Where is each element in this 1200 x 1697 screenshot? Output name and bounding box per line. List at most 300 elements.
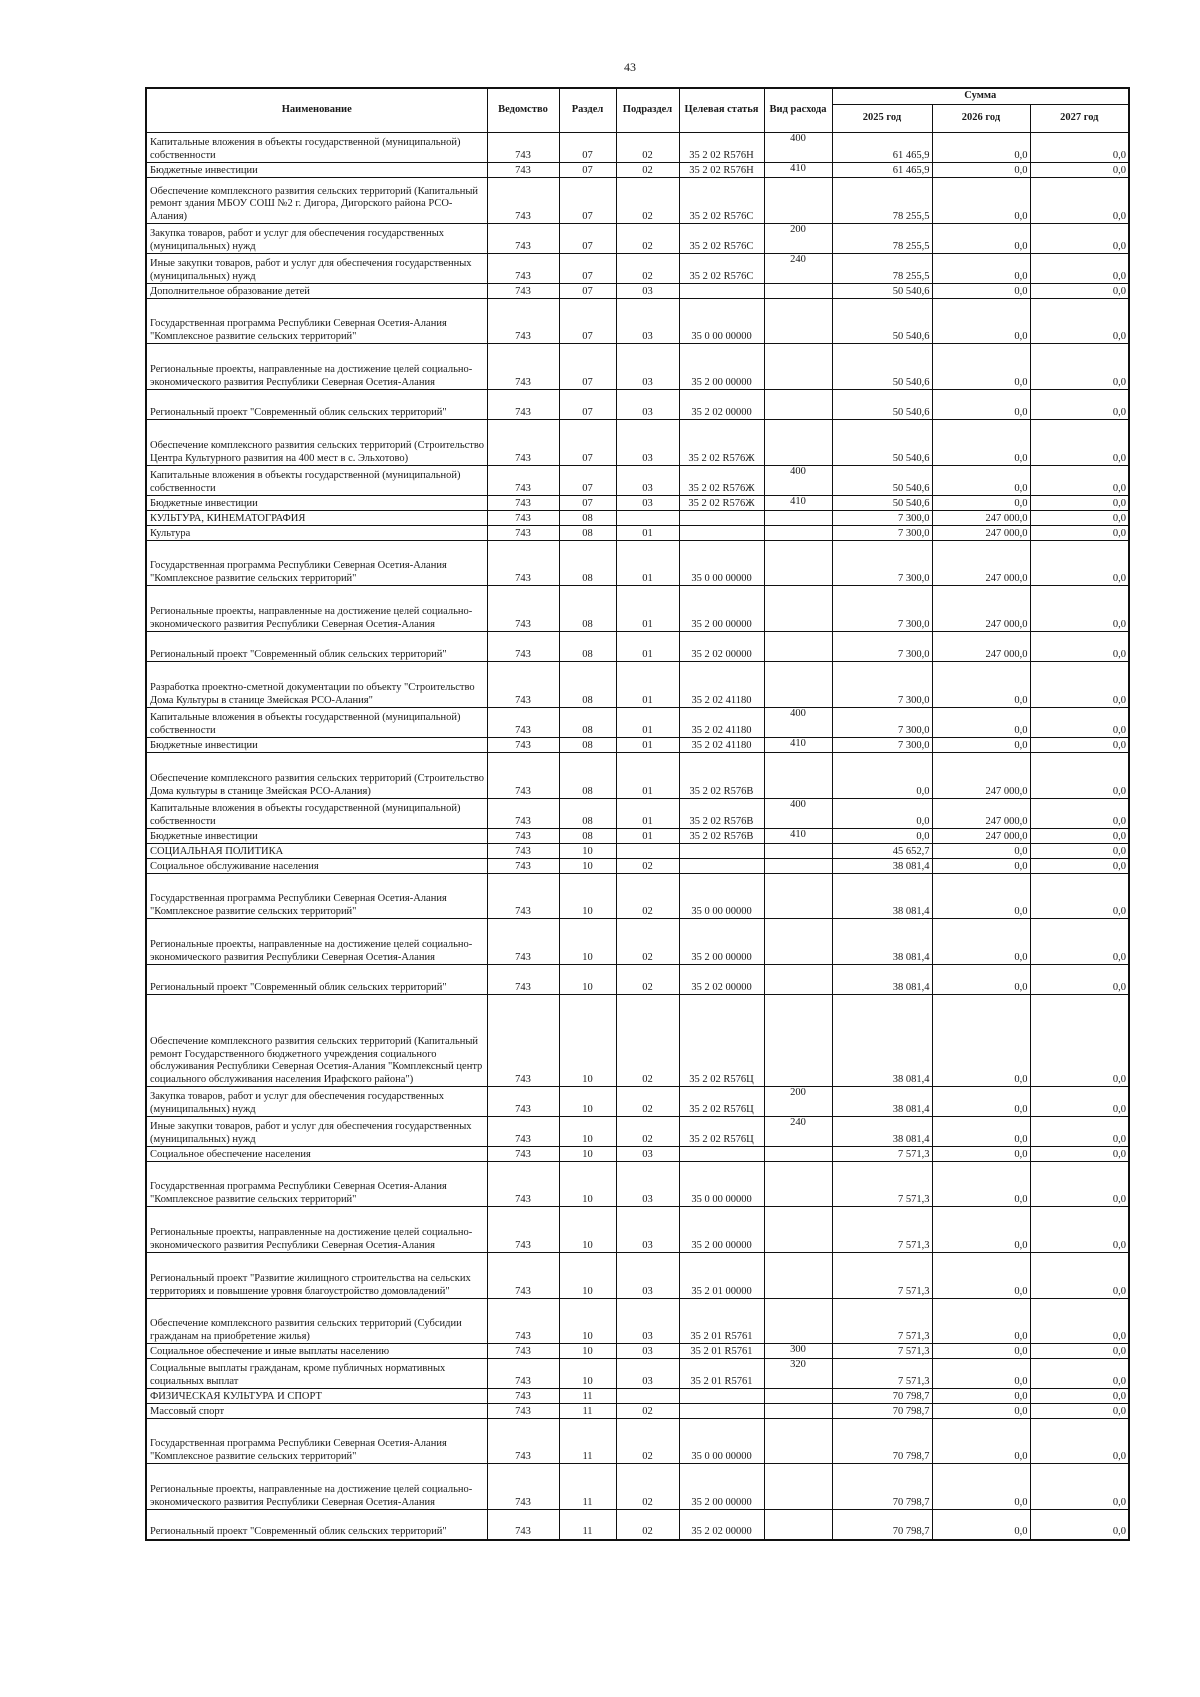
cell-celevaya-statya	[679, 511, 764, 526]
table-row	[146, 753, 1129, 799]
cell-sum-2025: 38 081,4	[832, 965, 932, 995]
cell-sum-2025: 38 081,4	[832, 919, 932, 965]
cell-celevaya-statya: 35 2 02 R576Ж	[679, 496, 764, 511]
cell-sum-2027: 0,0	[1030, 390, 1129, 420]
cell-razdel: 11	[559, 1419, 616, 1464]
cell-vedomstvo: 743	[487, 632, 559, 662]
cell-sum-2026: 0,0	[932, 390, 1030, 420]
cell-razdel: 07	[559, 299, 616, 344]
cell-razdel: 10	[559, 1087, 616, 1117]
cell-celevaya-statya: 35 2 02 00000	[679, 1510, 764, 1540]
cell-razdel: 10	[559, 1147, 616, 1162]
table-row	[146, 1359, 1129, 1389]
cell-sum-2027: 0,0	[1030, 1207, 1129, 1253]
cell-razdel: 07	[559, 254, 616, 284]
cell-sum-2025: 61 465,9	[832, 133, 932, 163]
cell-sum-2026: 247 000,0	[932, 511, 1030, 526]
cell-sum-2027: 0,0	[1030, 1344, 1129, 1359]
cell-name: Государственная программа Республики Северная Осетия-Алания "Комплексное развитие сельских территорий"	[146, 874, 487, 919]
cell-razdel: 08	[559, 799, 616, 829]
cell-celevaya-statya: 35 2 02 R576Ж	[679, 420, 764, 466]
cell-podrazdel: 02	[616, 178, 679, 224]
cell-celevaya-statya: 35 2 02 R576С	[679, 178, 764, 224]
cell-celevaya-statya: 35 2 02 R576С	[679, 224, 764, 254]
cell-sum-2026: 0,0	[932, 1359, 1030, 1389]
cell-razdel: 11	[559, 1404, 616, 1419]
cell-razdel: 08	[559, 511, 616, 526]
cell-vedomstvo: 743	[487, 1162, 559, 1207]
cell-sum-2027: 0,0	[1030, 254, 1129, 284]
budget-table	[145, 87, 1130, 1541]
cell-sum-2026: 247 000,0	[932, 526, 1030, 541]
cell-name: Массовый спорт	[146, 1404, 487, 1419]
cell-vedomstvo: 743	[487, 1464, 559, 1510]
cell-vid-rashoda	[764, 1419, 832, 1464]
cell-sum-2026: 0,0	[932, 344, 1030, 390]
cell-celevaya-statya: 35 2 02 41180	[679, 738, 764, 753]
cell-sum-2025: 38 081,4	[832, 859, 932, 874]
cell-razdel: 11	[559, 1510, 616, 1540]
cell-sum-2026: 0,0	[932, 133, 1030, 163]
table-row	[146, 1253, 1129, 1299]
cell-podrazdel: 03	[616, 1253, 679, 1299]
cell-celevaya-statya: 35 2 00 00000	[679, 919, 764, 965]
cell-name: Социальное обеспечение и иные выплаты населению	[146, 1344, 487, 1359]
cell-razdel: 10	[559, 995, 616, 1087]
cell-razdel: 10	[559, 859, 616, 874]
cell-vedomstvo: 743	[487, 420, 559, 466]
cell-razdel: 10	[559, 844, 616, 859]
cell-sum-2027: 0,0	[1030, 738, 1129, 753]
cell-vid-rashoda	[764, 1510, 832, 1540]
cell-celevaya-statya: 35 2 02 41180	[679, 662, 764, 708]
cell-podrazdel: 01	[616, 526, 679, 541]
cell-sum-2026: 0,0	[932, 163, 1030, 178]
cell-celevaya-statya: 35 2 02 R576Н	[679, 133, 764, 163]
cell-sum-2025: 50 540,6	[832, 299, 932, 344]
cell-sum-2025: 7 300,0	[832, 738, 932, 753]
cell-celevaya-statya: 35 2 00 00000	[679, 1464, 764, 1510]
table-row	[146, 1207, 1129, 1253]
table-row	[146, 1162, 1129, 1207]
table-row	[146, 541, 1129, 586]
cell-sum-2027: 0,0	[1030, 420, 1129, 466]
cell-vid-rashoda	[764, 1389, 832, 1404]
table-row	[146, 1087, 1129, 1117]
cell-vedomstvo: 743	[487, 874, 559, 919]
cell-sum-2025: 70 798,7	[832, 1464, 932, 1510]
cell-celevaya-statya: 35 2 01 R5761	[679, 1299, 764, 1344]
cell-sum-2025: 38 081,4	[832, 874, 932, 919]
cell-name: Бюджетные инвестиции	[146, 163, 487, 178]
cell-name: Бюджетные инвестиции	[146, 829, 487, 844]
cell-podrazdel: 01	[616, 753, 679, 799]
cell-sum-2026: 0,0	[932, 995, 1030, 1087]
cell-sum-2026: 0,0	[932, 1344, 1030, 1359]
cell-vid-rashoda	[764, 299, 832, 344]
cell-razdel: 08	[559, 753, 616, 799]
table-row	[146, 874, 1129, 919]
cell-podrazdel: 03	[616, 284, 679, 299]
cell-sum-2026: 0,0	[932, 1419, 1030, 1464]
cell-name: Социальное обслуживание населения	[146, 859, 487, 874]
cell-celevaya-statya	[679, 1404, 764, 1419]
table-row	[146, 133, 1129, 163]
cell-sum-2026: 0,0	[932, 299, 1030, 344]
cell-sum-2025: 50 540,6	[832, 344, 932, 390]
cell-vid-rashoda: 240	[764, 1117, 832, 1147]
cell-razdel: 10	[559, 1162, 616, 1207]
cell-vid-rashoda	[764, 919, 832, 965]
cell-celevaya-statya: 35 2 02 R576В	[679, 829, 764, 844]
table-row	[146, 224, 1129, 254]
cell-celevaya-statya	[679, 844, 764, 859]
cell-vedomstvo: 743	[487, 1299, 559, 1344]
cell-vid-rashoda: 400	[764, 466, 832, 496]
cell-name: Капитальные вложения в объекты государственной (муниципальной) собственности	[146, 708, 487, 738]
cell-podrazdel: 02	[616, 224, 679, 254]
cell-sum-2027: 0,0	[1030, 496, 1129, 511]
cell-sum-2026: 0,0	[932, 224, 1030, 254]
header-vedomstvo: Ведомство	[487, 88, 559, 133]
cell-vid-rashoda: 410	[764, 829, 832, 844]
cell-celevaya-statya: 35 2 02 R576Н	[679, 163, 764, 178]
cell-podrazdel: 03	[616, 420, 679, 466]
cell-sum-2025: 38 081,4	[832, 1117, 932, 1147]
cell-sum-2027: 0,0	[1030, 1510, 1129, 1540]
cell-sum-2025: 50 540,6	[832, 420, 932, 466]
cell-vid-rashoda	[764, 1162, 832, 1207]
table-row	[146, 1419, 1129, 1464]
cell-name: Закупка товаров, работ и услуг для обеспечения государственных (муниципальных) нужд	[146, 224, 487, 254]
cell-vedomstvo: 743	[487, 1404, 559, 1419]
cell-razdel: 07	[559, 178, 616, 224]
table-row	[146, 178, 1129, 224]
cell-sum-2027: 0,0	[1030, 1389, 1129, 1404]
cell-name: СОЦИАЛЬНАЯ ПОЛИТИКА	[146, 844, 487, 859]
cell-celevaya-statya: 35 2 02 R576Ц	[679, 1117, 764, 1147]
cell-razdel: 07	[559, 344, 616, 390]
cell-name: Обеспечение комплексного развития сельских территорий (Строительство Центра Культурного развития на 400 мест в с. Эльхотово)	[146, 420, 487, 466]
cell-celevaya-statya: 35 2 01 R5761	[679, 1344, 764, 1359]
cell-sum-2026: 247 000,0	[932, 799, 1030, 829]
cell-vedomstvo: 743	[487, 133, 559, 163]
cell-name: Региональный проект "Современный облик сельских территорий"	[146, 965, 487, 995]
cell-sum-2025: 45 652,7	[832, 844, 932, 859]
cell-celevaya-statya: 35 2 00 00000	[679, 586, 764, 632]
cell-vedomstvo: 743	[487, 511, 559, 526]
cell-vedomstvo: 743	[487, 344, 559, 390]
cell-sum-2026: 0,0	[932, 874, 1030, 919]
cell-sum-2025: 0,0	[832, 799, 932, 829]
cell-podrazdel: 03	[616, 1207, 679, 1253]
cell-sum-2027: 0,0	[1030, 874, 1129, 919]
cell-sum-2026: 0,0	[932, 254, 1030, 284]
cell-sum-2027: 0,0	[1030, 799, 1129, 829]
cell-name: Государственная программа Республики Северная Осетия-Алания "Комплексное развитие сельских территорий"	[146, 1162, 487, 1207]
cell-razdel: 07	[559, 224, 616, 254]
cell-vedomstvo: 743	[487, 163, 559, 178]
cell-podrazdel: 01	[616, 541, 679, 586]
cell-vedomstvo: 743	[487, 224, 559, 254]
cell-sum-2025: 7 300,0	[832, 541, 932, 586]
cell-vedomstvo: 743	[487, 708, 559, 738]
cell-vid-rashoda	[764, 420, 832, 466]
cell-vedomstvo: 743	[487, 1510, 559, 1540]
cell-sum-2027: 0,0	[1030, 344, 1129, 390]
cell-vedomstvo: 743	[487, 299, 559, 344]
cell-vid-rashoda: 410	[764, 496, 832, 511]
cell-sum-2026: 0,0	[932, 496, 1030, 511]
cell-sum-2025: 50 540,6	[832, 496, 932, 511]
cell-podrazdel: 02	[616, 1117, 679, 1147]
cell-sum-2026: 0,0	[932, 1299, 1030, 1344]
cell-sum-2025: 7 571,3	[832, 1253, 932, 1299]
cell-razdel: 07	[559, 133, 616, 163]
cell-celevaya-statya: 35 2 01 R5761	[679, 1359, 764, 1389]
table-row	[146, 1344, 1129, 1359]
cell-razdel: 10	[559, 874, 616, 919]
cell-sum-2026: 0,0	[932, 284, 1030, 299]
cell-vedomstvo: 743	[487, 662, 559, 708]
cell-name: Культура	[146, 526, 487, 541]
cell-sum-2025: 70 798,7	[832, 1510, 932, 1540]
cell-sum-2025: 7 571,3	[832, 1299, 932, 1344]
cell-razdel: 08	[559, 708, 616, 738]
cell-vid-rashoda	[764, 1253, 832, 1299]
cell-sum-2026: 0,0	[932, 1404, 1030, 1419]
table-row	[146, 859, 1129, 874]
cell-vedomstvo: 743	[487, 284, 559, 299]
cell-celevaya-statya: 35 0 00 00000	[679, 541, 764, 586]
cell-sum-2026: 0,0	[932, 1162, 1030, 1207]
cell-sum-2025: 0,0	[832, 753, 932, 799]
table-row	[146, 420, 1129, 466]
cell-razdel: 08	[559, 586, 616, 632]
table-row	[146, 511, 1129, 526]
cell-vid-rashoda	[764, 511, 832, 526]
cell-razdel: 08	[559, 541, 616, 586]
table-row	[146, 995, 1129, 1087]
cell-sum-2025: 78 255,5	[832, 254, 932, 284]
cell-sum-2027: 0,0	[1030, 919, 1129, 965]
cell-vid-rashoda	[764, 662, 832, 708]
cell-razdel: 07	[559, 163, 616, 178]
cell-sum-2027: 0,0	[1030, 1464, 1129, 1510]
cell-name: Иные закупки товаров, работ и услуг для обеспечения государственных (муниципальных) нужд	[146, 254, 487, 284]
cell-podrazdel: 03	[616, 299, 679, 344]
cell-vedomstvo: 743	[487, 829, 559, 844]
cell-vedomstvo: 743	[487, 1253, 559, 1299]
cell-podrazdel: 02	[616, 163, 679, 178]
cell-sum-2026: 0,0	[932, 919, 1030, 965]
cell-podrazdel: 02	[616, 1419, 679, 1464]
cell-vedomstvo: 743	[487, 390, 559, 420]
cell-vedomstvo: 743	[487, 541, 559, 586]
cell-vedomstvo: 743	[487, 1359, 559, 1389]
cell-podrazdel: 03	[616, 1162, 679, 1207]
cell-name: Обеспечение комплексного развития сельских территорий (Капитальный ремонт Государственного бюджетного учреждения социального обслуживания Республики Северная Осетия-Алания "Комплексный центр социального обслуживания населения Ирафского района")	[146, 995, 487, 1087]
cell-podrazdel: 02	[616, 874, 679, 919]
cell-name: Разработка проектно-сметной документации по объекту "Строительство Дома Культуры в станице Змейская РСО-Алания"	[146, 662, 487, 708]
header-year-2026: 2026 год	[932, 105, 1030, 133]
cell-razdel: 11	[559, 1389, 616, 1404]
cell-name: КУЛЬТУРА, КИНЕМАТОГРАФИЯ	[146, 511, 487, 526]
cell-sum-2027: 0,0	[1030, 965, 1129, 995]
cell-celevaya-statya: 35 2 02 R576В	[679, 799, 764, 829]
table-row	[146, 390, 1129, 420]
cell-name: Региональный проект "Развитие жилищного строительства на сельских территориях и повышение уровня благоустройство домовладений"	[146, 1253, 487, 1299]
cell-razdel: 08	[559, 632, 616, 662]
cell-sum-2025: 38 081,4	[832, 995, 932, 1087]
cell-name: Капитальные вложения в объекты государственной (муниципальной) собственности	[146, 133, 487, 163]
cell-sum-2025: 0,0	[832, 829, 932, 844]
cell-podrazdel: 01	[616, 632, 679, 662]
table-row	[146, 1299, 1129, 1344]
cell-podrazdel: 02	[616, 1464, 679, 1510]
cell-podrazdel: 01	[616, 738, 679, 753]
cell-sum-2027: 0,0	[1030, 1087, 1129, 1117]
cell-vedomstvo: 743	[487, 919, 559, 965]
cell-sum-2025: 7 571,3	[832, 1162, 932, 1207]
cell-name: Социальное обеспечение населения	[146, 1147, 487, 1162]
cell-sum-2026: 0,0	[932, 466, 1030, 496]
table-row	[146, 919, 1129, 965]
cell-sum-2025: 38 081,4	[832, 1087, 932, 1117]
cell-name: Региональный проект "Современный облик сельских территорий"	[146, 1510, 487, 1540]
cell-podrazdel	[616, 844, 679, 859]
header-razdel: Раздел	[559, 88, 616, 133]
table-row	[146, 163, 1129, 178]
cell-vedomstvo: 743	[487, 859, 559, 874]
cell-sum-2025: 61 465,9	[832, 163, 932, 178]
cell-sum-2027: 0,0	[1030, 995, 1129, 1087]
cell-vid-rashoda	[764, 284, 832, 299]
cell-sum-2027: 0,0	[1030, 829, 1129, 844]
cell-sum-2027: 0,0	[1030, 662, 1129, 708]
cell-sum-2025: 7 300,0	[832, 708, 932, 738]
cell-vid-rashoda: 400	[764, 133, 832, 163]
cell-name: Государственная программа Республики Северная Осетия-Алания "Комплексное развитие сельских территорий"	[146, 1419, 487, 1464]
cell-vid-rashoda	[764, 526, 832, 541]
cell-sum-2025: 50 540,6	[832, 284, 932, 299]
table-row	[146, 1464, 1129, 1510]
cell-razdel: 07	[559, 496, 616, 511]
cell-podrazdel: 02	[616, 1404, 679, 1419]
cell-name: ФИЗИЧЕСКАЯ КУЛЬТУРА И СПОРТ	[146, 1389, 487, 1404]
cell-sum-2026: 0,0	[932, 1253, 1030, 1299]
cell-sum-2026: 0,0	[932, 965, 1030, 995]
cell-vedomstvo: 743	[487, 995, 559, 1087]
cell-podrazdel: 03	[616, 466, 679, 496]
cell-sum-2026: 0,0	[932, 738, 1030, 753]
cell-sum-2026: 247 000,0	[932, 586, 1030, 632]
cell-name: Закупка товаров, работ и услуг для обеспечения государственных (муниципальных) нужд	[146, 1087, 487, 1117]
cell-sum-2025: 50 540,6	[832, 466, 932, 496]
table-row	[146, 1510, 1129, 1540]
cell-sum-2025: 7 300,0	[832, 586, 932, 632]
table-row	[146, 586, 1129, 632]
cell-podrazdel: 02	[616, 1087, 679, 1117]
cell-vid-rashoda: 410	[764, 163, 832, 178]
table-row	[146, 799, 1129, 829]
cell-vid-rashoda	[764, 541, 832, 586]
cell-name: Обеспечение комплексного развития сельских территорий (Строительство Дома культуры в станице Змейская РСО-Алания)	[146, 753, 487, 799]
cell-podrazdel: 02	[616, 133, 679, 163]
header-podrazdel: Подраздел	[616, 88, 679, 133]
header-summa: Сумма	[832, 88, 1129, 105]
cell-vid-rashoda: 410	[764, 738, 832, 753]
cell-razdel: 08	[559, 738, 616, 753]
cell-sum-2027: 0,0	[1030, 1162, 1129, 1207]
cell-sum-2027: 0,0	[1030, 844, 1129, 859]
table-row	[146, 284, 1129, 299]
cell-sum-2026: 0,0	[932, 1147, 1030, 1162]
table-row	[146, 254, 1129, 284]
cell-sum-2026: 247 000,0	[932, 829, 1030, 844]
cell-name: Обеспечение комплексного развития сельских территорий (Капитальный ремонт здания МБОУ СОШ №2 г. Дигора, Дигорского района РСО-Алания)	[146, 178, 487, 224]
table-row	[146, 1404, 1129, 1419]
table-row	[146, 1117, 1129, 1147]
table-row	[146, 344, 1129, 390]
table-row	[146, 1389, 1129, 1404]
cell-sum-2025: 70 798,7	[832, 1404, 932, 1419]
cell-celevaya-statya: 35 2 02 R576Ц	[679, 995, 764, 1087]
cell-vedomstvo: 743	[487, 466, 559, 496]
cell-podrazdel: 01	[616, 662, 679, 708]
cell-celevaya-statya: 35 2 02 00000	[679, 632, 764, 662]
cell-sum-2027: 0,0	[1030, 859, 1129, 874]
cell-vedomstvo: 743	[487, 526, 559, 541]
cell-celevaya-statya: 35 0 00 00000	[679, 299, 764, 344]
cell-sum-2027: 0,0	[1030, 299, 1129, 344]
cell-celevaya-statya: 35 0 00 00000	[679, 1419, 764, 1464]
cell-celevaya-statya	[679, 859, 764, 874]
cell-vedomstvo: 743	[487, 1389, 559, 1404]
cell-sum-2025: 50 540,6	[832, 390, 932, 420]
cell-sum-2025: 78 255,5	[832, 224, 932, 254]
cell-celevaya-statya: 35 2 02 41180	[679, 708, 764, 738]
cell-razdel: 10	[559, 965, 616, 995]
table-row	[146, 708, 1129, 738]
cell-vid-rashoda	[764, 1299, 832, 1344]
cell-sum-2027: 0,0	[1030, 1299, 1129, 1344]
cell-name: Региональный проект "Современный облик сельских территорий"	[146, 390, 487, 420]
cell-razdel: 07	[559, 284, 616, 299]
cell-name: Региональные проекты, направленные на достижение целей социально-экономического развития Республики Северная Осетия-Алания	[146, 1464, 487, 1510]
cell-sum-2025: 7 571,3	[832, 1147, 932, 1162]
cell-sum-2026: 247 000,0	[932, 753, 1030, 799]
cell-vid-rashoda	[764, 344, 832, 390]
cell-vedomstvo: 743	[487, 799, 559, 829]
cell-sum-2026: 0,0	[932, 1389, 1030, 1404]
header-name: Наименование	[146, 88, 487, 133]
cell-podrazdel: 02	[616, 995, 679, 1087]
cell-vid-rashoda	[764, 965, 832, 995]
cell-sum-2027: 0,0	[1030, 1147, 1129, 1162]
cell-razdel: 10	[559, 1117, 616, 1147]
cell-sum-2025: 7 300,0	[832, 511, 932, 526]
cell-celevaya-statya	[679, 1147, 764, 1162]
cell-vedomstvo: 743	[487, 965, 559, 995]
cell-sum-2027: 0,0	[1030, 526, 1129, 541]
cell-sum-2025: 70 798,7	[832, 1389, 932, 1404]
cell-sum-2027: 0,0	[1030, 1117, 1129, 1147]
cell-vedomstvo: 743	[487, 1147, 559, 1162]
table-row	[146, 829, 1129, 844]
cell-vedomstvo: 743	[487, 1117, 559, 1147]
cell-name: Государственная программа Республики Северная Осетия-Алания "Комплексное развитие сельских территорий"	[146, 541, 487, 586]
